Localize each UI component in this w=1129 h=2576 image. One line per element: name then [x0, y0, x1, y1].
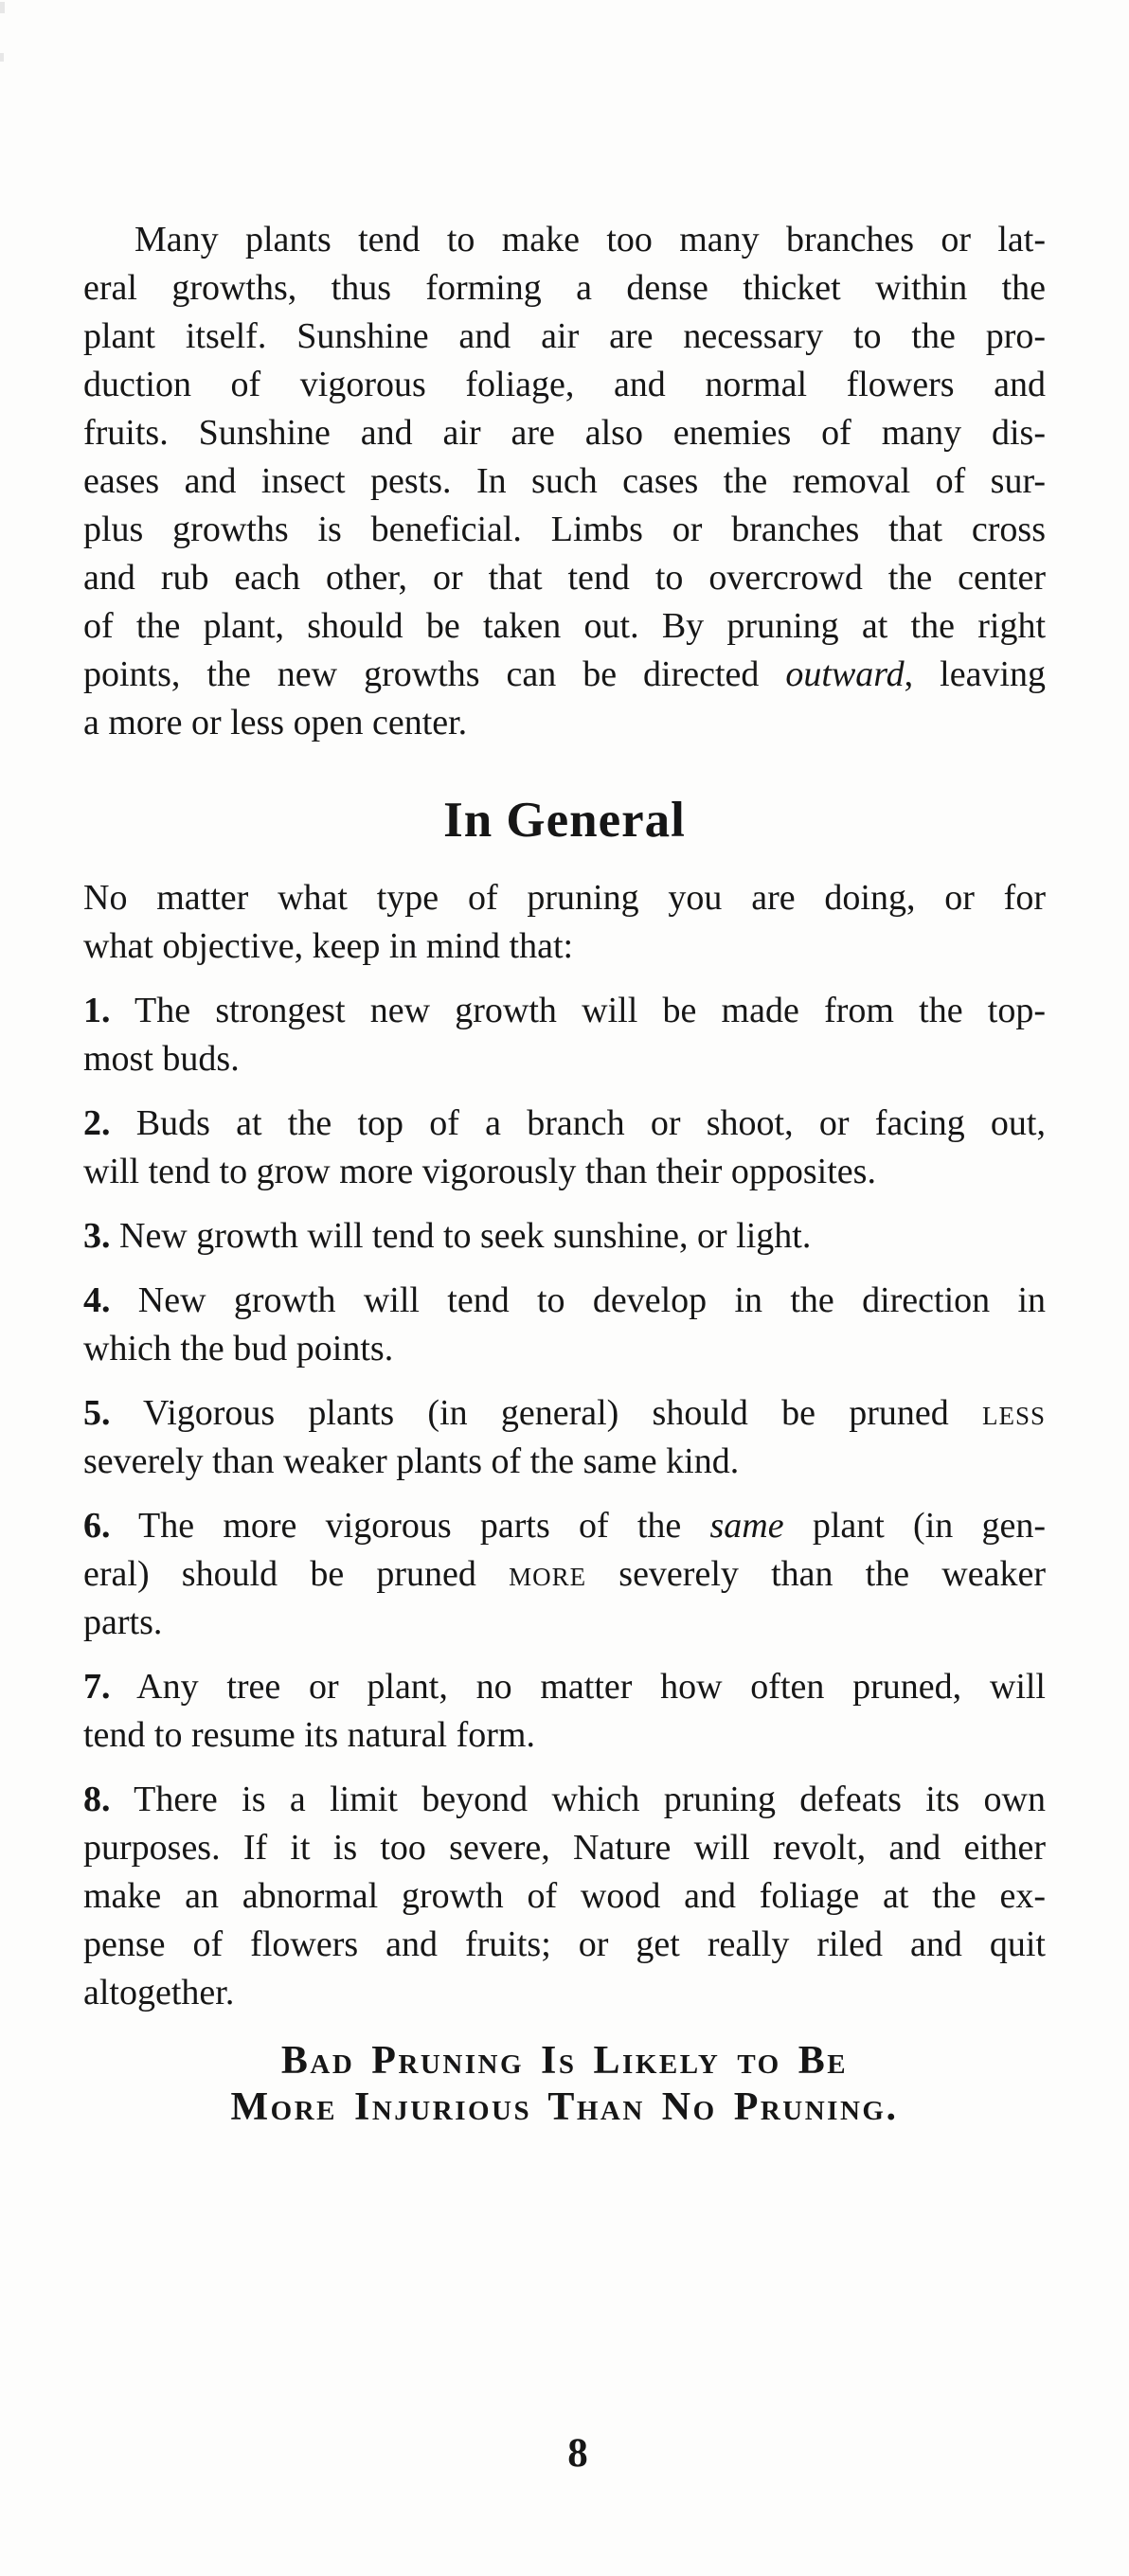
- text-line: eral growths, thus forming a dense thicket within the: [83, 268, 1046, 308]
- text-line: most buds.: [83, 1039, 240, 1079]
- text-line: plus growths is beneficial. Limbs or branches that cross: [83, 510, 1046, 549]
- list-number: 3.: [83, 1216, 111, 1256]
- text-line: and rub each other, or that tend to overcrowd the center: [83, 558, 1046, 598]
- text-line: fruits. Sunshine and air are also enemies of many dis-: [83, 413, 1046, 453]
- list-item: [83, 1100, 1046, 1196]
- text-line: a more or less open center.: [83, 703, 468, 742]
- lead-paragraph: [83, 216, 1046, 747]
- text-line: 6. The more vigorous parts of the same plant (in gen-: [83, 1506, 1046, 1546]
- text-line: severely than weaker plants of the same kind.: [83, 1441, 740, 1481]
- text-line: pense of flowers and fruits; or get really riled and quit: [83, 1924, 1046, 1964]
- closing-statement: [83, 2038, 1046, 2131]
- text-line: parts.: [83, 1602, 163, 1642]
- text-line: of the plant, should be taken out. By pruning at the right: [83, 606, 1046, 646]
- text-line: 5. Vigorous plants (in general) should be pruned less: [83, 1393, 1046, 1433]
- text-line: points, the new growths can be directed outward, leaving: [83, 654, 1046, 694]
- text-line: altogether.: [83, 1973, 235, 2012]
- section-heading: In General: [443, 793, 686, 848]
- italic-text: outward: [785, 654, 905, 694]
- text-line: 3. New growth will tend to seek sunshine, or light.: [83, 1216, 812, 1256]
- list-number: 5.: [83, 1393, 111, 1433]
- list-number: 8.: [83, 1780, 111, 1819]
- small-caps-text: less: [981, 1393, 1046, 1433]
- list-number: 7.: [83, 1667, 111, 1707]
- scan-artifact: [0, 53, 4, 62]
- list-number: 1.: [83, 991, 111, 1030]
- list-number: 6.: [83, 1506, 111, 1546]
- text-line: Bad Pruning Is Likely to Be: [280, 2039, 849, 2083]
- text-line: duction of vigorous foliage, and normal flowers and: [83, 365, 1046, 404]
- text-line: will tend to grow more vigorously than their opposites.: [83, 1152, 876, 1191]
- text-line: 2. Buds at the top of a branch or shoot, or facing out,: [83, 1103, 1046, 1143]
- scan-artifact: [0, 2, 5, 13]
- list-item: [83, 1389, 1046, 1486]
- text-line: More Injurious Than No Pruning.: [230, 2085, 899, 2129]
- text-line: 4. New growth will tend to develop in the direction in: [83, 1280, 1046, 1320]
- text-line: 1. The strongest new growth will be made from the top-: [83, 991, 1046, 1030]
- list-item: [83, 1776, 1046, 2017]
- text-line: what objective, keep in mind that:: [83, 926, 574, 966]
- text-line: 8. There is a limit beyond which pruning defeats its own: [83, 1780, 1046, 1819]
- text-line: purposes. If it is too severe, Nature will revolt, and either: [83, 1828, 1046, 1868]
- italic-text: same: [709, 1506, 784, 1546]
- text-line: Many plants tend to make too many branches or lat-: [134, 220, 1046, 259]
- list-item: [83, 1277, 1046, 1373]
- list-item: [83, 1502, 1046, 1647]
- text-line: eases and insect pests. In such cases the removal of sur-: [83, 461, 1046, 501]
- list-item: [83, 1212, 1046, 1261]
- text-line: which the bud points.: [83, 1329, 394, 1368]
- text-line: make an abnormal growth of wood and foliage at the ex-: [83, 1876, 1046, 1916]
- text-line: No matter what type of pruning you are doing, or for: [83, 878, 1046, 918]
- text-line: 7. Any tree or plant, no matter how often pruned, will: [83, 1667, 1046, 1707]
- small-caps-text: more: [509, 1554, 587, 1594]
- list-number: 2.: [83, 1103, 111, 1143]
- text-line: tend to resume its natural form.: [83, 1715, 535, 1755]
- page-number: 8: [567, 2431, 588, 2476]
- list-item: [83, 1663, 1046, 1760]
- list-item: [83, 987, 1046, 1083]
- numbered-list: [83, 987, 1046, 2017]
- list-number: 4.: [83, 1280, 111, 1320]
- text-line: plant itself. Sunshine and air are necessary to the pro-: [83, 316, 1046, 356]
- text-line: eral) should be pruned more severely than the weaker: [83, 1554, 1046, 1594]
- intro-paragraph: [83, 874, 1046, 971]
